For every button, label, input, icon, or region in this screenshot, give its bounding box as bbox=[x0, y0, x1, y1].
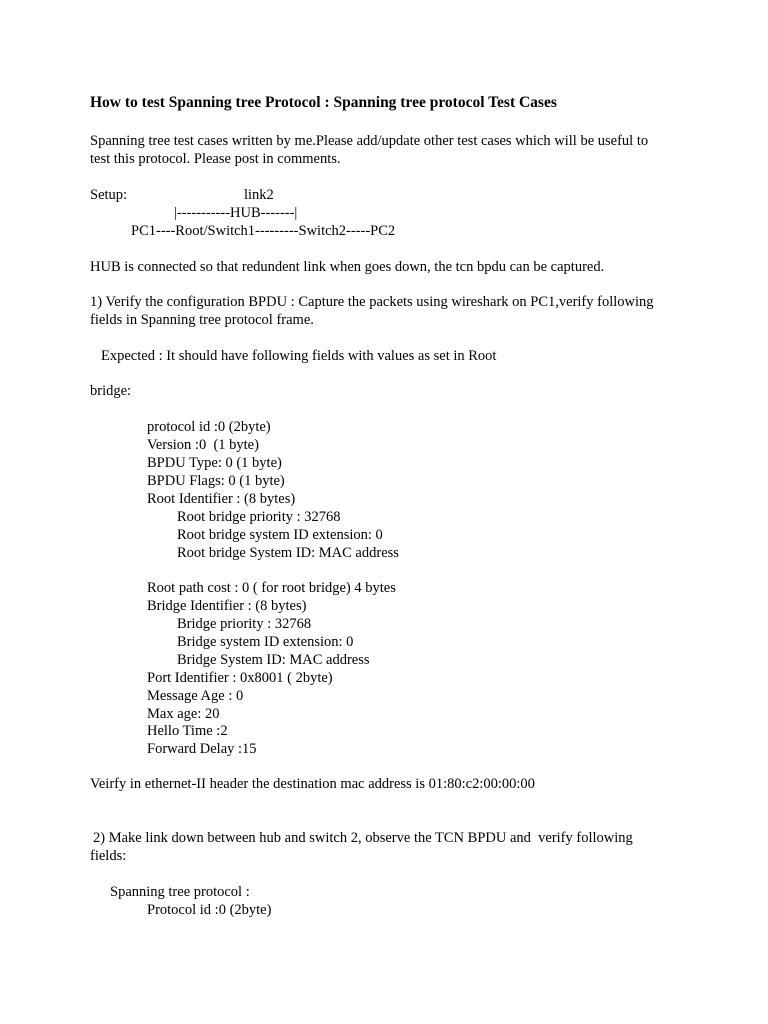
intro-line-2: test this protocol. Please post in comments. bbox=[90, 151, 341, 167]
field-hello-time: Hello Time :2 bbox=[147, 723, 228, 739]
hub-note: HUB is connected so that redundent link when goes down, the tcn bpdu can be captured. bbox=[90, 259, 605, 275]
case1-verify-mac: Veirfy in ethernet-II header the destination mac address is 01:80:c2:00:00:00 bbox=[90, 776, 535, 792]
case2-heading-line-1: 2) Make link down between hub and switch 2, observe the TCN BPDU and verify following bbox=[93, 830, 633, 846]
field-forward-delay: Forward Delay :15 bbox=[147, 741, 257, 757]
field-protocol-id: protocol id :0 (2byte) bbox=[147, 419, 271, 435]
case1-expected: Expected : It should have following fields with values as set in Root bbox=[101, 348, 497, 364]
field-version: Version :0 (1 byte) bbox=[147, 437, 259, 453]
field-bpdu-flags: BPDU Flags: 0 (1 byte) bbox=[147, 473, 285, 489]
page-title: How to test Spanning tree Protocol : Spanning tree protocol Test Cases bbox=[90, 94, 557, 111]
field-root-bridge-system-id-ext: Root bridge system ID extension: 0 bbox=[177, 527, 383, 543]
field-bpdu-type: BPDU Type: 0 (1 byte) bbox=[147, 455, 282, 471]
setup-diagram-link-label: link2 bbox=[244, 187, 274, 203]
case2-heading-line-2: fields: bbox=[90, 848, 127, 864]
setup-diagram-topology-line: PC1----Root/Switch1---------Switch2-----PC2 bbox=[131, 223, 396, 239]
intro-line-1: Spanning tree test cases written by me.Please add/update other test cases which will be useful to bbox=[90, 133, 649, 149]
field-root-path-cost: Root path cost : 0 ( for root bridge) 4 bytes bbox=[147, 580, 396, 596]
field-root-bridge-system-id: Root bridge System ID: MAC address bbox=[177, 545, 399, 561]
field-bridge-identifier: Bridge Identifier : (8 bytes) bbox=[147, 598, 307, 614]
field-port-identifier: Port Identifier : 0x8001 ( 2byte) bbox=[147, 670, 333, 686]
case1-bridge-label: bridge: bbox=[90, 383, 132, 399]
setup-diagram-hub-line: |-----------HUB-------| bbox=[174, 205, 298, 221]
case1-heading-line-1: 1) Verify the configuration BPDU : Capture the packets using wireshark on PC1,verify following bbox=[90, 294, 654, 310]
field-bridge-priority: Bridge priority : 32768 bbox=[177, 616, 312, 632]
case2-field-protocol-id: Protocol id :0 (2byte) bbox=[147, 902, 272, 918]
field-root-bridge-priority: Root bridge priority : 32768 bbox=[177, 509, 341, 525]
field-bridge-system-id-ext: Bridge system ID extension: 0 bbox=[177, 634, 354, 650]
field-message-age: Message Age : 0 bbox=[147, 688, 244, 704]
field-root-identifier: Root Identifier : (8 bytes) bbox=[147, 491, 296, 507]
setup-label: Setup: bbox=[90, 187, 128, 203]
case1-heading-line-2: fields in Spanning tree protocol frame. bbox=[90, 312, 314, 328]
field-max-age: Max age: 20 bbox=[147, 706, 220, 722]
field-bridge-system-id: Bridge System ID: MAC address bbox=[177, 652, 370, 668]
case2-stp-label: Spanning tree protocol : bbox=[110, 884, 250, 900]
